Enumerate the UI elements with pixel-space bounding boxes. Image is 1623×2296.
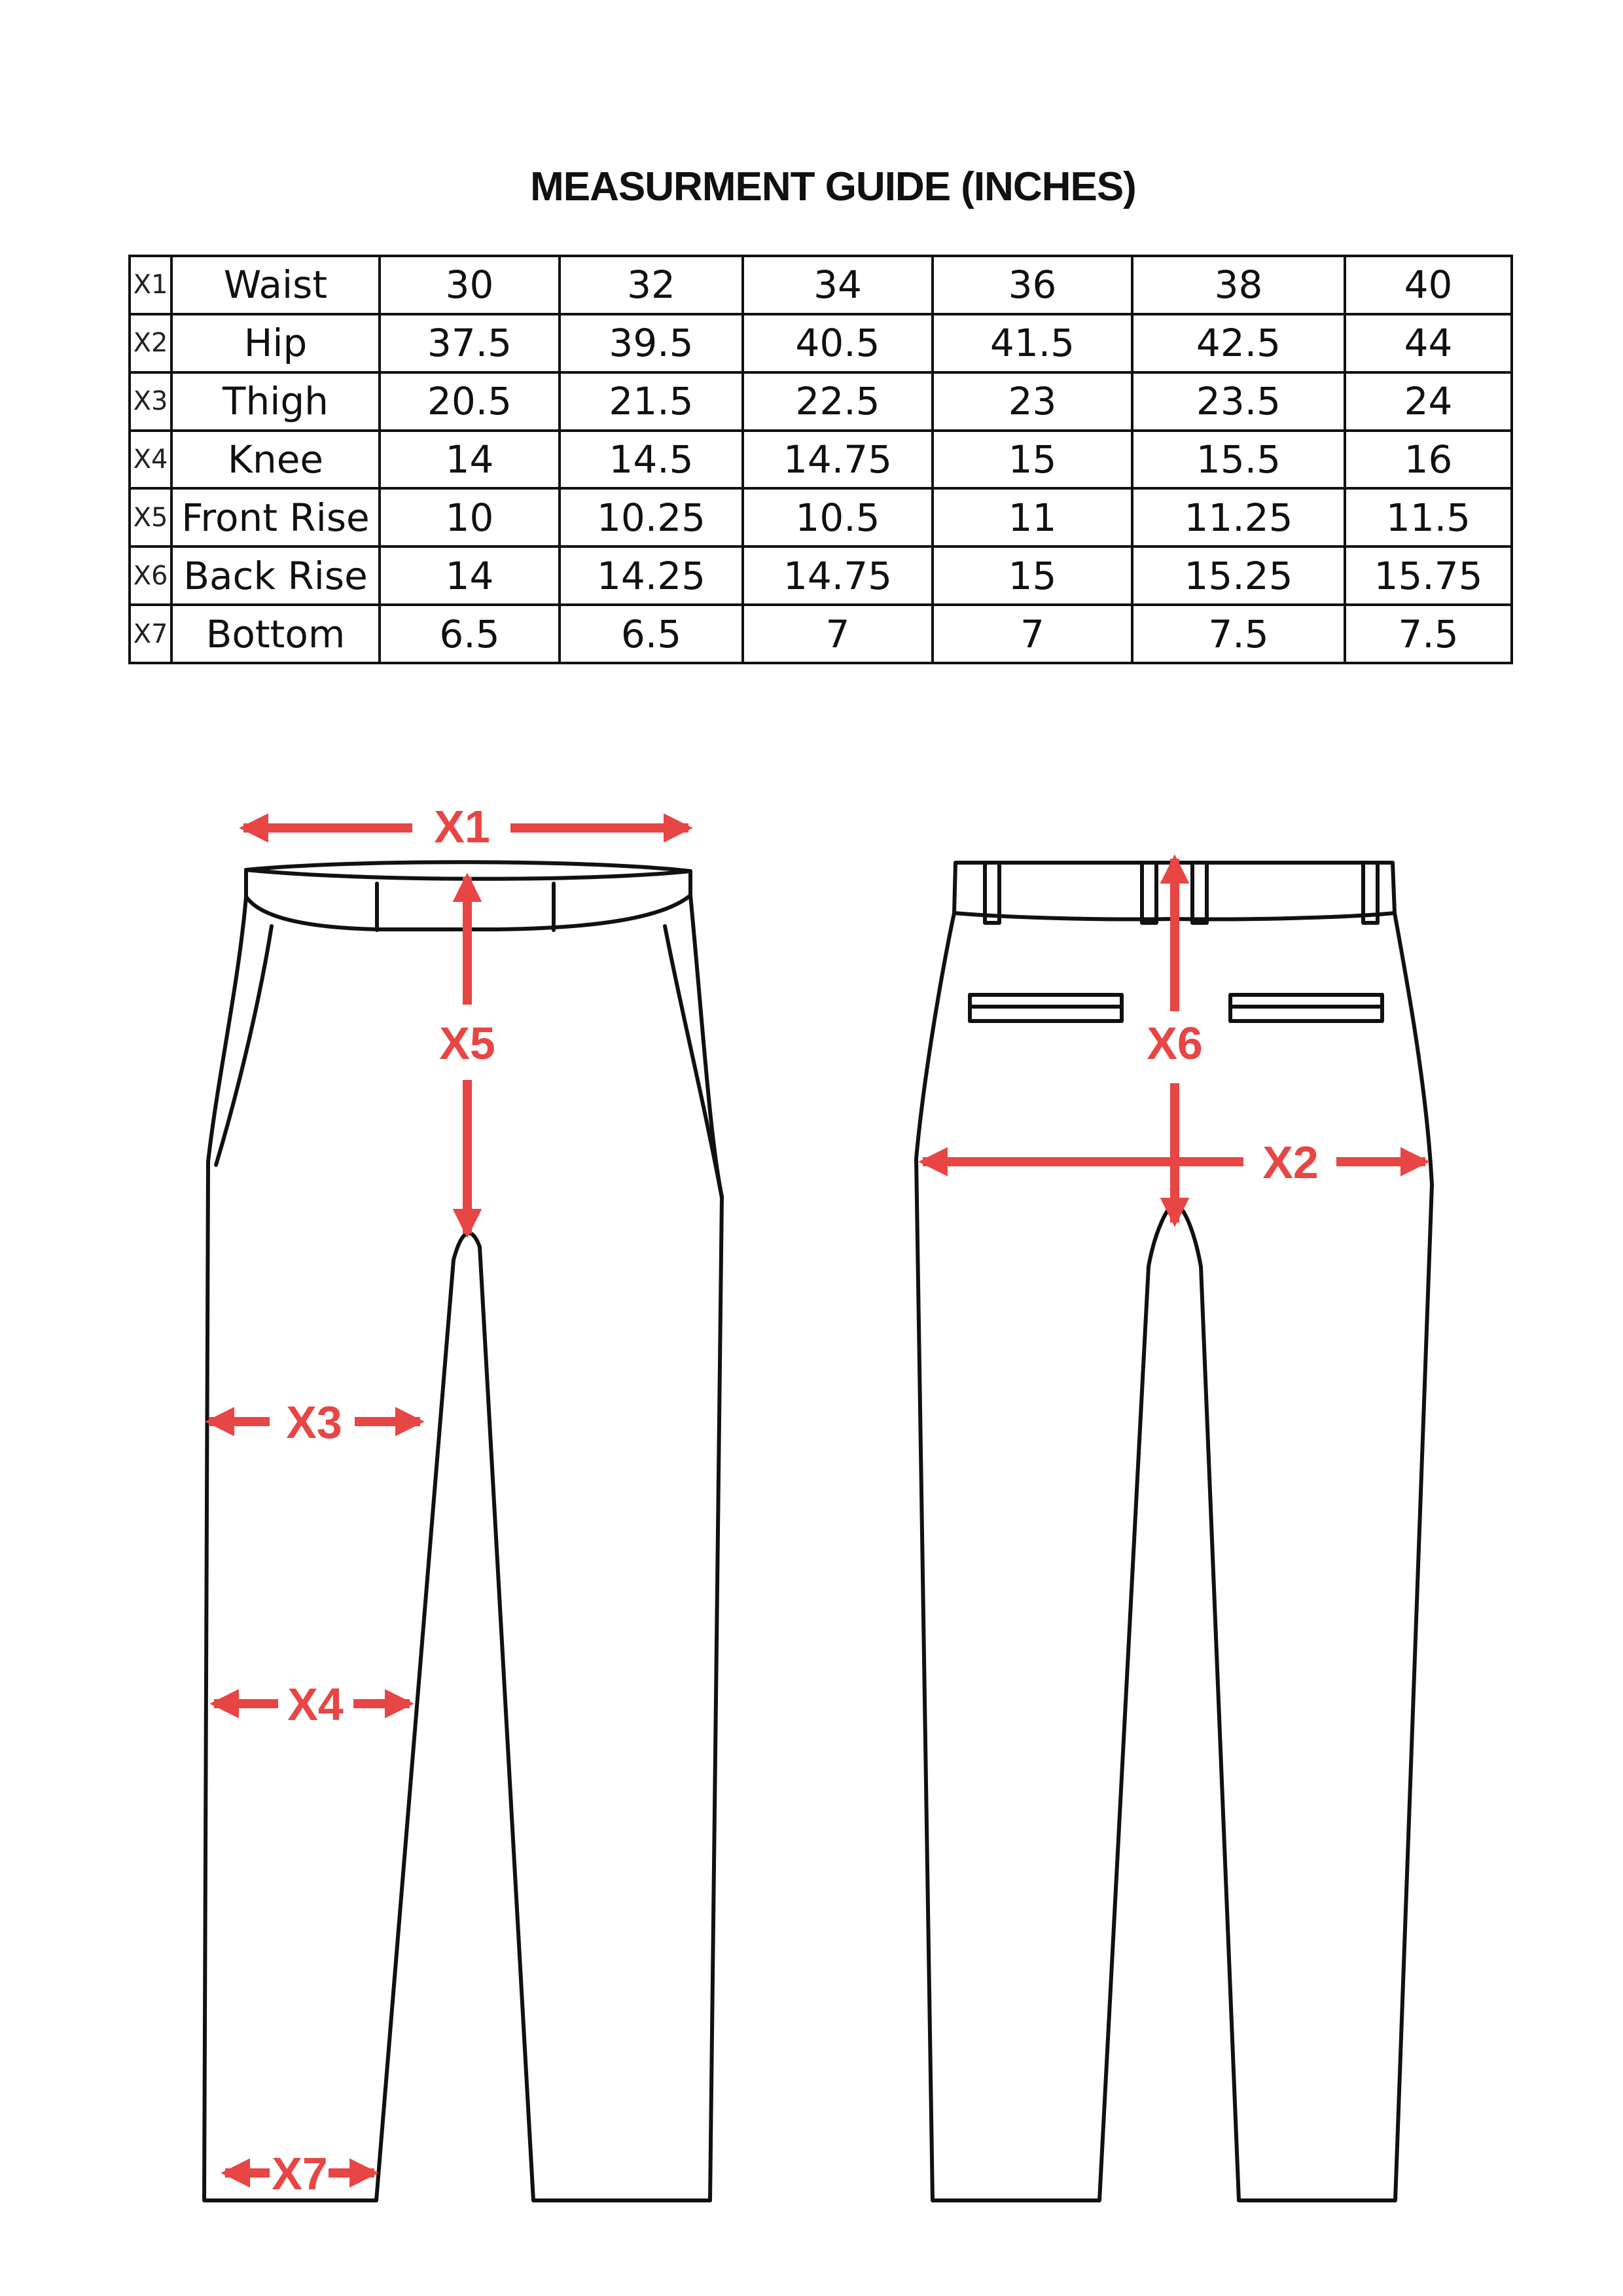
- cell: 39.5: [560, 314, 743, 372]
- row-name: Thigh: [171, 372, 380, 431]
- cell: 15.75: [1345, 547, 1512, 605]
- cell: 40.5: [743, 314, 933, 372]
- cell: 15.5: [1132, 431, 1345, 489]
- cell: 7.5: [1345, 605, 1512, 663]
- cell: 42.5: [1132, 314, 1345, 372]
- cell: 14.5: [560, 431, 743, 489]
- cell: 22.5: [743, 372, 933, 431]
- cell: 16: [1345, 431, 1512, 489]
- x7-label: X7: [272, 2148, 328, 2199]
- cell: 32: [560, 256, 743, 314]
- cell: 15.25: [1132, 547, 1345, 605]
- cell: 6.5: [380, 605, 560, 663]
- row-name: Waist: [171, 256, 380, 314]
- cell: 41.5: [933, 314, 1132, 372]
- cell: 11: [933, 488, 1132, 547]
- cell: 30: [380, 256, 560, 314]
- cell: 38: [1132, 256, 1345, 314]
- cell: 11.5: [1345, 488, 1512, 547]
- x6-label: X6: [1147, 1018, 1203, 1069]
- cell: 14.75: [743, 431, 933, 489]
- cell: 44: [1345, 314, 1512, 372]
- cell: 15: [933, 431, 1132, 489]
- row-code: X1: [130, 256, 171, 314]
- cell: 10.5: [743, 488, 933, 547]
- cell: 36: [933, 256, 1132, 314]
- page-title: MEASURMENT GUIDE (INCHES): [530, 164, 1136, 209]
- x3-label: X3: [286, 1397, 342, 1448]
- cell: 14: [380, 547, 560, 605]
- cell: 7: [743, 605, 933, 663]
- cell: 21.5: [560, 372, 743, 431]
- row-name: Bottom: [171, 605, 380, 663]
- cell: 14.75: [743, 547, 933, 605]
- cell: 10: [380, 488, 560, 547]
- row-name: Knee: [171, 431, 380, 489]
- row-code: X3: [130, 372, 171, 431]
- cell: 14.25: [560, 547, 743, 605]
- cell: 7: [933, 605, 1132, 663]
- row-name: Hip: [171, 314, 380, 372]
- row-code: X5: [130, 488, 171, 547]
- row-name: Front Rise: [171, 488, 380, 547]
- cell: 23: [933, 372, 1132, 431]
- x2-label: X2: [1262, 1137, 1319, 1188]
- cell: 11.25: [1132, 488, 1345, 547]
- row-name: Back Rise: [171, 547, 380, 605]
- cell: 37.5: [380, 314, 560, 372]
- cell: 6.5: [560, 605, 743, 663]
- row-code: X7: [130, 605, 171, 663]
- row-code: X6: [130, 547, 171, 605]
- x1-label: X1: [434, 801, 490, 852]
- cell: 23.5: [1132, 372, 1345, 431]
- cell: 10.25: [560, 488, 743, 547]
- cell: 15: [933, 547, 1132, 605]
- cell: 7.5: [1132, 605, 1345, 663]
- cell: 24: [1345, 372, 1512, 431]
- row-code: X2: [130, 314, 171, 372]
- cell: 20.5: [380, 372, 560, 431]
- x4-label: X4: [287, 1679, 344, 1730]
- cell: 14: [380, 431, 560, 489]
- row-code: X4: [130, 431, 171, 489]
- x5-label: X5: [439, 1018, 495, 1069]
- cell: 34: [743, 256, 933, 314]
- cell: 40: [1345, 256, 1512, 314]
